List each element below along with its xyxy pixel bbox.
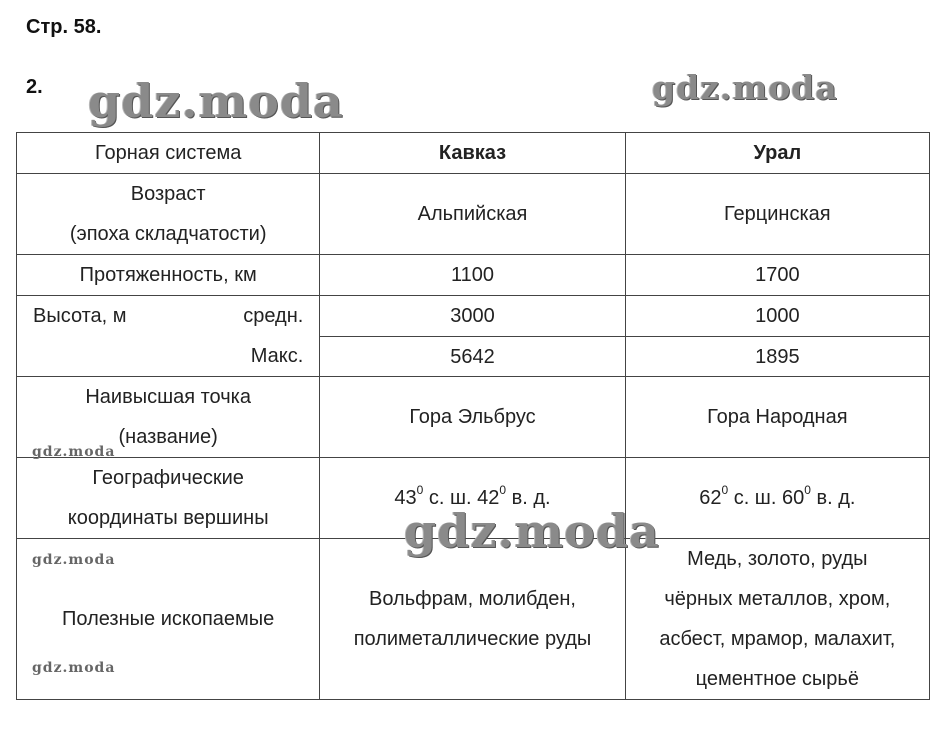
table-row-length [17, 255, 930, 296]
watermark-logo: gdz.moda [404, 504, 660, 558]
mountain-comparison-table [16, 132, 930, 700]
minerals-ural-line3: асбест, мрамор, малахит, [659, 628, 896, 650]
coords-caucasus-lat-degree: 0 [416, 483, 424, 498]
table-row-coords [17, 458, 930, 539]
table-header-row [17, 133, 930, 174]
header-label-cell: Горная система [17, 133, 320, 174]
coords-ural-lon-degree: 0 [804, 483, 811, 498]
coords-ural-lat-suffix: с. ш. [728, 487, 782, 509]
age-caucasus-cell: Альпийская [320, 174, 625, 255]
height-ural-avg: 1000 [626, 296, 929, 337]
peak-label-line1: Наивысшая точка [85, 386, 251, 408]
minerals-ural-cell [625, 539, 929, 700]
peak-label-line2: (название) [118, 426, 218, 448]
minerals-caucasus-cell [320, 539, 625, 700]
minerals-caucasus-line1: Вольфрам, молибден, [369, 588, 576, 610]
coords-ural-cell [625, 458, 929, 539]
height-label: Высота, м [33, 305, 127, 327]
table-row-minerals [17, 539, 930, 700]
coords-ural-lon-suffix: в. д. [810, 487, 856, 509]
coords-label-cell [17, 458, 320, 539]
peak-label-cell [17, 377, 320, 458]
table-row-age [17, 174, 930, 255]
age-label-line2: (эпоха складчатости) [69, 223, 267, 245]
age-label-line1: Возраст [130, 183, 206, 205]
coords-caucasus-lon-suffix: в. д. [506, 487, 551, 509]
age-label-cell [17, 174, 320, 255]
header-caucasus-cell: Кавказ [320, 133, 625, 174]
age-ural-cell: Герцинская [625, 174, 929, 255]
coords-caucasus-lat-suffix: с. ш. [423, 487, 478, 509]
coords-label-line1: Географические [92, 467, 244, 489]
coords-ural-lon: 60 [781, 487, 805, 509]
coords-caucasus-cell [320, 458, 625, 539]
watermark-logo: gdz.moda [32, 444, 116, 460]
watermark-logo: gdz.moda [652, 68, 838, 107]
peak-ural-cell: Гора Народная [625, 377, 929, 458]
coords-caucasus-lon-degree: 0 [499, 483, 507, 498]
height-ural-max: 1895 [755, 346, 800, 368]
height-ural-cell [625, 296, 929, 377]
height-max-label: Макс. [250, 345, 304, 367]
watermark-logo: gdz.moda [32, 660, 116, 676]
minerals-ural-line4: цементное сырьё [695, 668, 859, 690]
page-heading: Стр. 58. [26, 16, 102, 38]
minerals-caucasus-line2: полиметаллические руды [353, 628, 592, 650]
coords-caucasus-lon: 42 [477, 487, 500, 509]
coords-ural-lat-degree: 0 [721, 483, 729, 498]
height-avg-label: средн. [243, 305, 304, 327]
height-caucasus-avg: 3000 [320, 296, 624, 337]
task-number: 2. [26, 76, 43, 98]
length-ural-cell: 1700 [625, 255, 929, 296]
watermark-logo: gdz.moda [88, 74, 344, 128]
peak-caucasus-cell: Гора Эльбрус [320, 377, 625, 458]
height-caucasus-cell [320, 296, 625, 377]
table-row-height [17, 296, 930, 377]
table-row-peak [17, 377, 930, 458]
minerals-ural-line1: Медь, золото, руды [687, 548, 868, 570]
minerals-label-cell: Полезные ископаемые [17, 539, 320, 700]
length-caucasus-cell: 1100 [320, 255, 625, 296]
header-ural-cell: Урал [625, 133, 929, 174]
coords-caucasus-lat: 43 [394, 487, 417, 509]
minerals-ural-line2: чёрных металлов, хром, [664, 588, 891, 610]
watermark-logo: gdz.moda [32, 552, 116, 568]
height-label-cell [17, 296, 320, 377]
height-caucasus-max: 5642 [450, 346, 495, 368]
coords-label-line2: координаты вершины [67, 507, 269, 529]
coords-ural-lat: 62 [699, 487, 722, 509]
length-label-cell: Протяженность, км [17, 255, 320, 296]
